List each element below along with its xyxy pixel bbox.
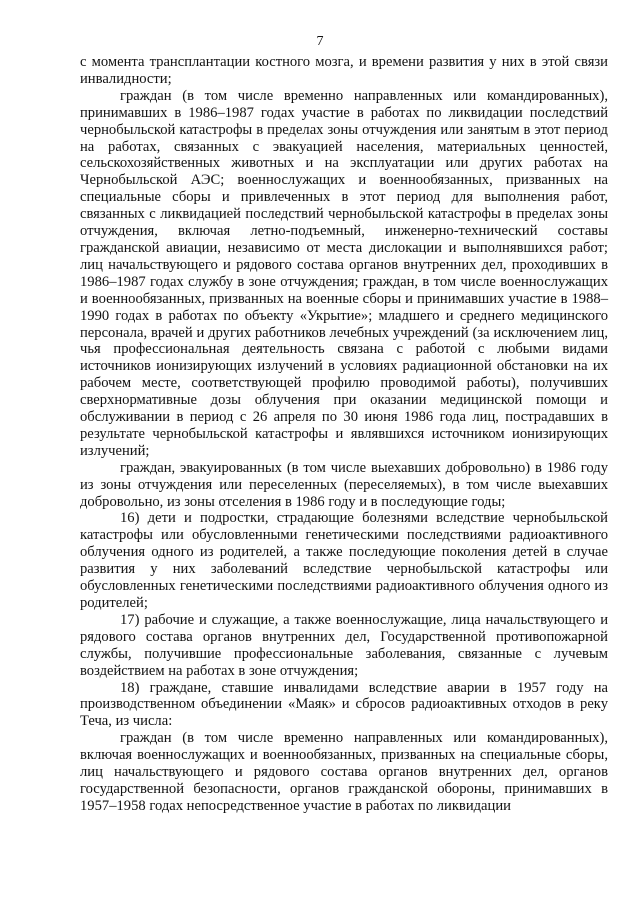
- paragraph-mayak-participants: граждан (в том числе временно направленных или командированных), включая военнослужащих и военнообязанных, призванных на специальные сборы, лиц начальствующего и рядового состава органов внутренних дел, органов государственной безопасности, органов гражданской обороны, принимавших в 1957–1958 годах непосредственное участие в работах по ликвидации: [80, 730, 608, 814]
- paragraph-continuation: с момента трансплантации костного мозга, и времени развития у них в этой связи инвалидности;: [80, 54, 608, 87]
- paragraph-evacuated: граждан, эвакуированных (в том числе выехавших добровольно) в 1986 году из зоны отчуждения или переселенных (переселяемых), в том числе выехавших добровольно, из зоны отселения в 1986 году и в последующие годы;: [80, 459, 608, 510]
- paragraph-item-16: 16) дети и подростки, страдающие болезнями вследствие чернобыльской катастрофы или обусловленными генетическими последствиями радиоактивного облучения одного из родителей, а также последующие поколения детей в случае развития у них заболеваний вследствие чернобыльской катастрофы или обусловленных генетическими последствиями радиоактивного облучения одного из родителей;: [80, 510, 608, 611]
- paragraph-liquidators: граждан (в том числе временно направленных или командированных), принимавших в 1986–1987 годах участие в работах по ликвидации последствий чернобыльской катастрофы в пределах зоны отчуждения или занятым в этот период на работах, связанных с эвакуацией населения, материальных ценностей, сельскохозяйственных животных и на эксплуатации или других работах на Чернобыльской АЭС; военнослужащих и военнообязанных, призванных на специальные сборы и привлеченных в этот период для выполнения работ, связанных с ликвидацией последствий чернобыльской катастрофы в пределах зоны отчуждения, включая летно-подъемный, инженерно-технический составы гражданской авиации, независимо от места дислокации и выполнявшихся работ; лиц начальствующего и рядового состава органов внутренних дел, проходивших в 1986–1987 годах службу в зоне отчуждения; граждан, в том числе военнослужащих и военнообязанных, призванных на военные сборы и принимавших участие в 1988–1990 годах в работах по объекту «Укрытие»; младшего и среднего медицинского персонала, врачей и других работников лечебных учреждений (за исключением лиц, чья профессиональная деятельность связана с работой с любыми видами источников ионизирующих излучений в условиях радиационной обстановки на их рабочем месте, соответствующей профилю проводимой работы), получивших сверхнормативные дозы облучения при оказании медицинской помощи и обслуживании в период с 26 апреля по 30 июня 1986 года лиц, пострадавших в результате чернобыльской катастрофы и являвшихся источником ионизирующих излучений;: [80, 87, 608, 459]
- document-body: [80, 54, 608, 815]
- paragraph-item-18: 18) граждане, ставшие инвалидами вследствие аварии в 1957 году на производственном объединении «Маяк» и сбросов радиоактивных отходов в реку Теча, из числа:: [80, 679, 608, 730]
- page-number: 7: [316, 34, 324, 49]
- paragraph-item-17: 17) рабочие и служащие, а также военнослужащие, лица начальствующего и рядового состава органов внутренних дел, Государственной противопожарной службы, получившие профессиональные заболевания, связанные с лучевым воздействием на работах в зоне отчуждения;: [80, 611, 608, 679]
